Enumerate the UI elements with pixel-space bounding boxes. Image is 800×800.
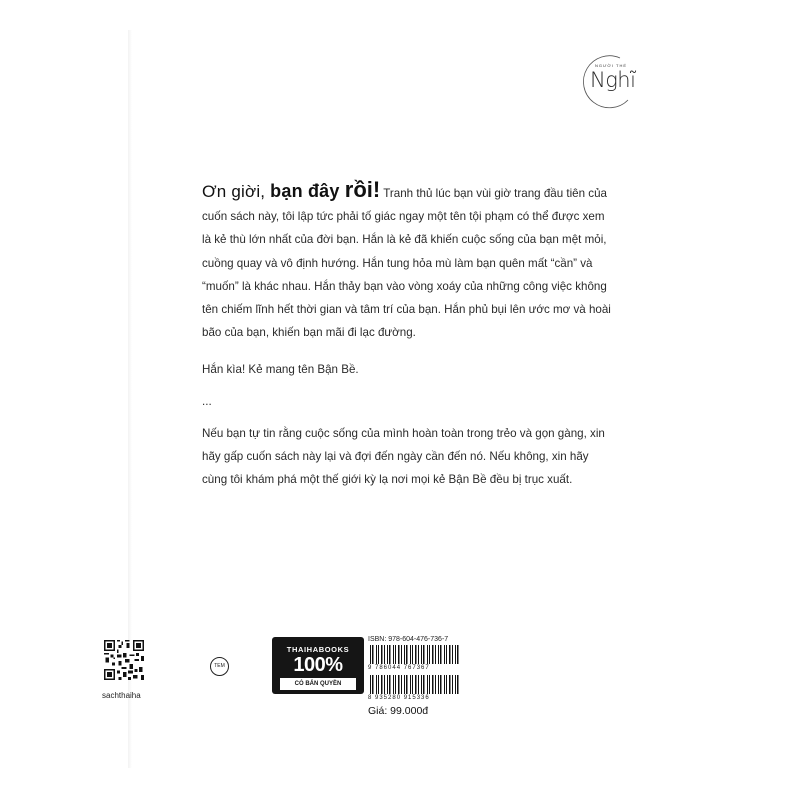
paragraph-1 — [202, 178, 612, 344]
qr-block — [102, 640, 150, 700]
copyright-badge — [272, 637, 364, 694]
badge-brand: THAIHABOOKS — [286, 645, 350, 654]
isbn-text: ISBN: 978-604-476-736-7 — [368, 636, 449, 643]
barcode-2-digits: 8 935280 915336 — [368, 695, 430, 701]
barcode-1-digits: 9 786044 767367 — [368, 665, 430, 671]
badge-caption: CÓ BẢN QUYỀN — [280, 678, 356, 690]
paragraph-3: Nếu bạn tự tin rằng cuộc sống của mình hoàn toàn trong trẻo và gọn gàng, xin hãy gấp cuốn sách này lại và đợi đến ngày cần đến nó. Nếu không, xin hãy cùng tôi khám phá một thế giới kỳ lạ nơi mọi kẻ Bận Bề đều bị trục xuất. — [202, 426, 605, 487]
lead-phrase-3: rồi! — [344, 177, 381, 202]
barcode-block — [368, 636, 464, 717]
back-cover-text — [202, 178, 612, 503]
logo-main-text: Nghĩ — [590, 68, 636, 92]
lead-phrase-1: Ơn giời, — [202, 182, 271, 201]
paragraph-1-text: Tranh thủ lúc bạn vùi giờ trang đầu tiên của cuốn sách này, tôi lập tức phải tố giác ngay một tên tội phạm có thể được xem là kẻ thù lớn nhất của đời bạn. Hắn là kẻ đã khiến cuộc sống của bạn mệt mỏi, cuồng quay và vô định hướng. Hắn tung hỏa mù làm bạn quên mất “cần” và “muốn” là khác nhau. Hắn thảy bạn vào vòng xoáy của những công việc không tên chiếm lĩnh hết thời gian và tâm trí của bạn. Hắn phủ bụi lên ước mơ và hoài bão của bạn, khiến bạn mãi đi lạc đường. — [202, 187, 611, 340]
tem-stamp: TEM — [210, 657, 229, 676]
lead-phrase-2: bạn đây — [270, 181, 345, 201]
logo-small-text: NGƯỜI THỂ — [595, 63, 627, 68]
badge-percent: 100% — [293, 654, 343, 676]
qr-label: sachthaiha — [102, 691, 141, 700]
publisher-logo — [580, 50, 640, 110]
ellipsis: ... — [202, 394, 212, 408]
paragraph-2: Hắn kìa! Kẻ mang tên Bận Bề. — [202, 363, 359, 377]
price: Giá: 99.000đ — [368, 705, 429, 717]
qr-code-icon — [104, 640, 144, 680]
